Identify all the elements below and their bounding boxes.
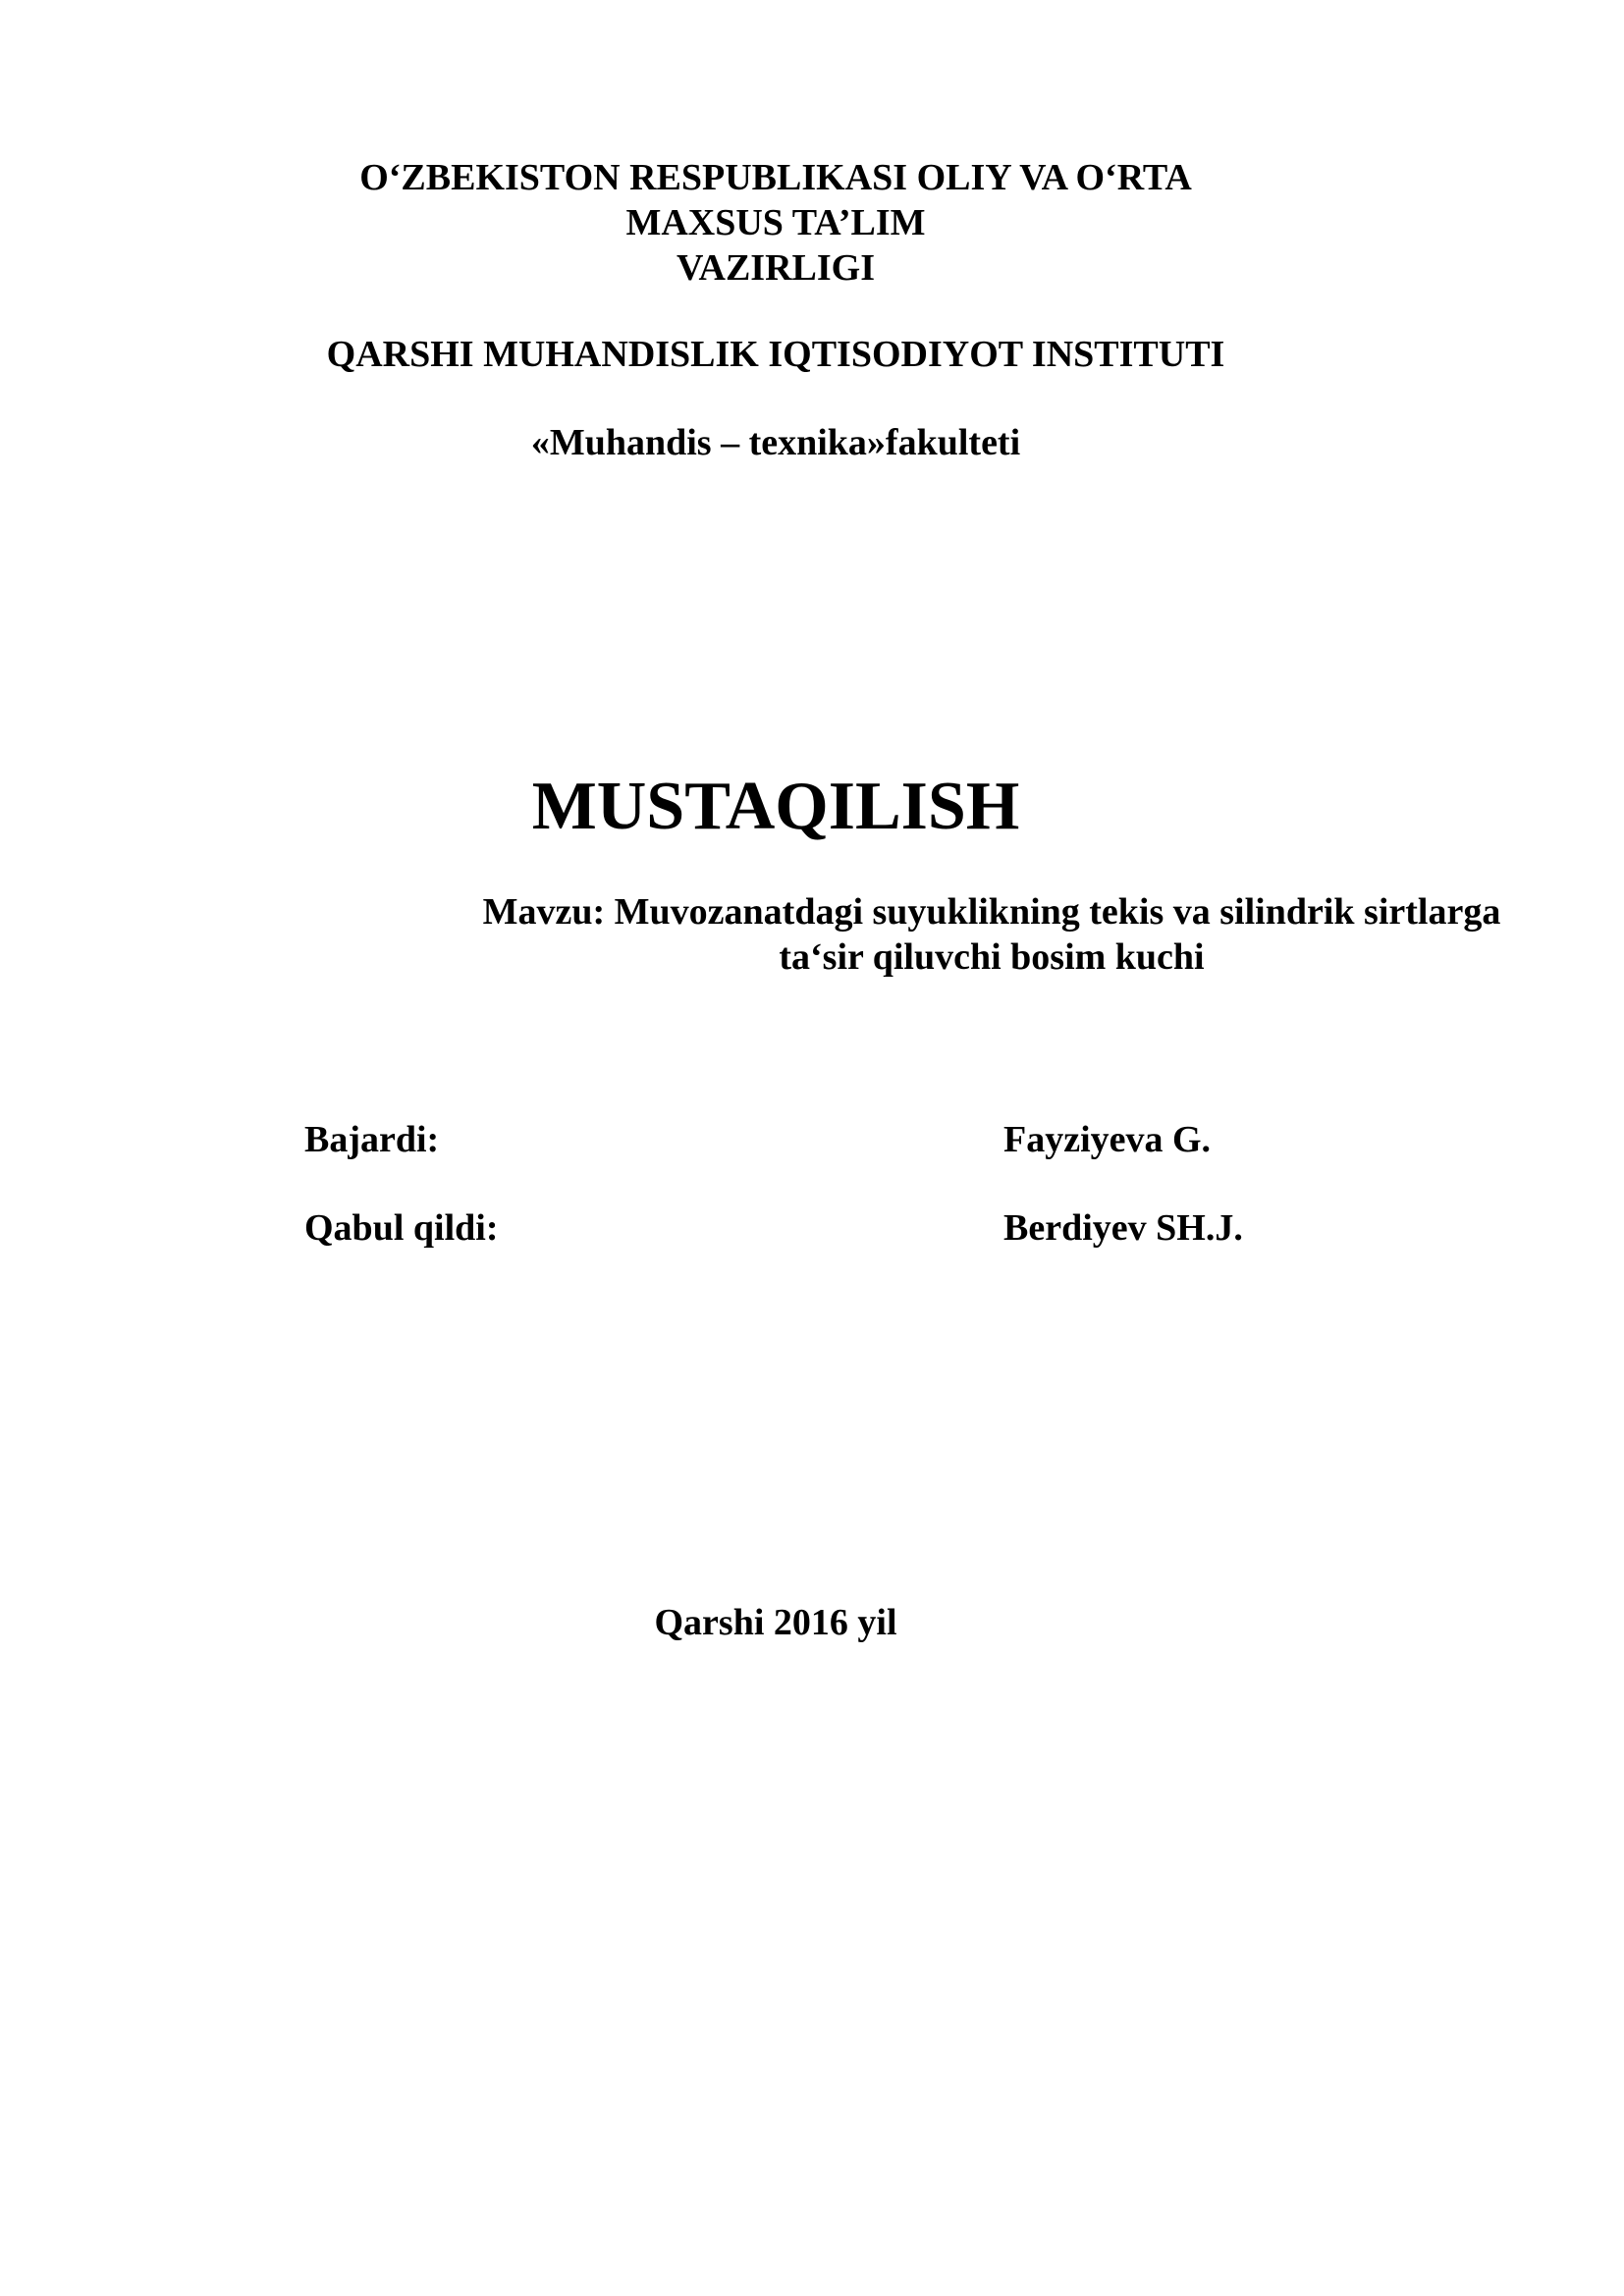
performed-by-name: Fayziyeva G. — [1003, 1119, 1212, 1160]
performed-by-label: Bajardi: — [304, 1119, 440, 1160]
ministry-heading-line-2: VAZIRLIGI — [676, 247, 876, 289]
topic — [452, 889, 1532, 980]
institute-name: QARSHI MUHANDISLIK IQTISODIYOT INSTITUTI — [326, 334, 1225, 375]
accepted-by-name: Berdiyev SH.J. — [1003, 1207, 1243, 1249]
faculty-name: «Muhandis – texnika»fakulteti — [530, 422, 1021, 463]
topic-line-1: Mavzu: Muvozanatdagi suyuklikning tekis va silindrik sirtlarga — [482, 891, 1501, 933]
document-type-title: MUSTAQILISH — [531, 769, 1020, 844]
ministry-heading-line-1: O‘ZBEKISTON RESPUBLIKASI OLIY VA O‘RTA MAXSUS TA’LIM — [359, 157, 1192, 243]
topic-line-2: ta‘sir qiluvchi bosim kuchi — [779, 936, 1205, 978]
place-and-year: Qarshi 2016 yil — [654, 1602, 897, 1643]
accepted-by-label: Qabul qildi: — [304, 1207, 499, 1249]
ministry-heading — [285, 155, 1267, 291]
